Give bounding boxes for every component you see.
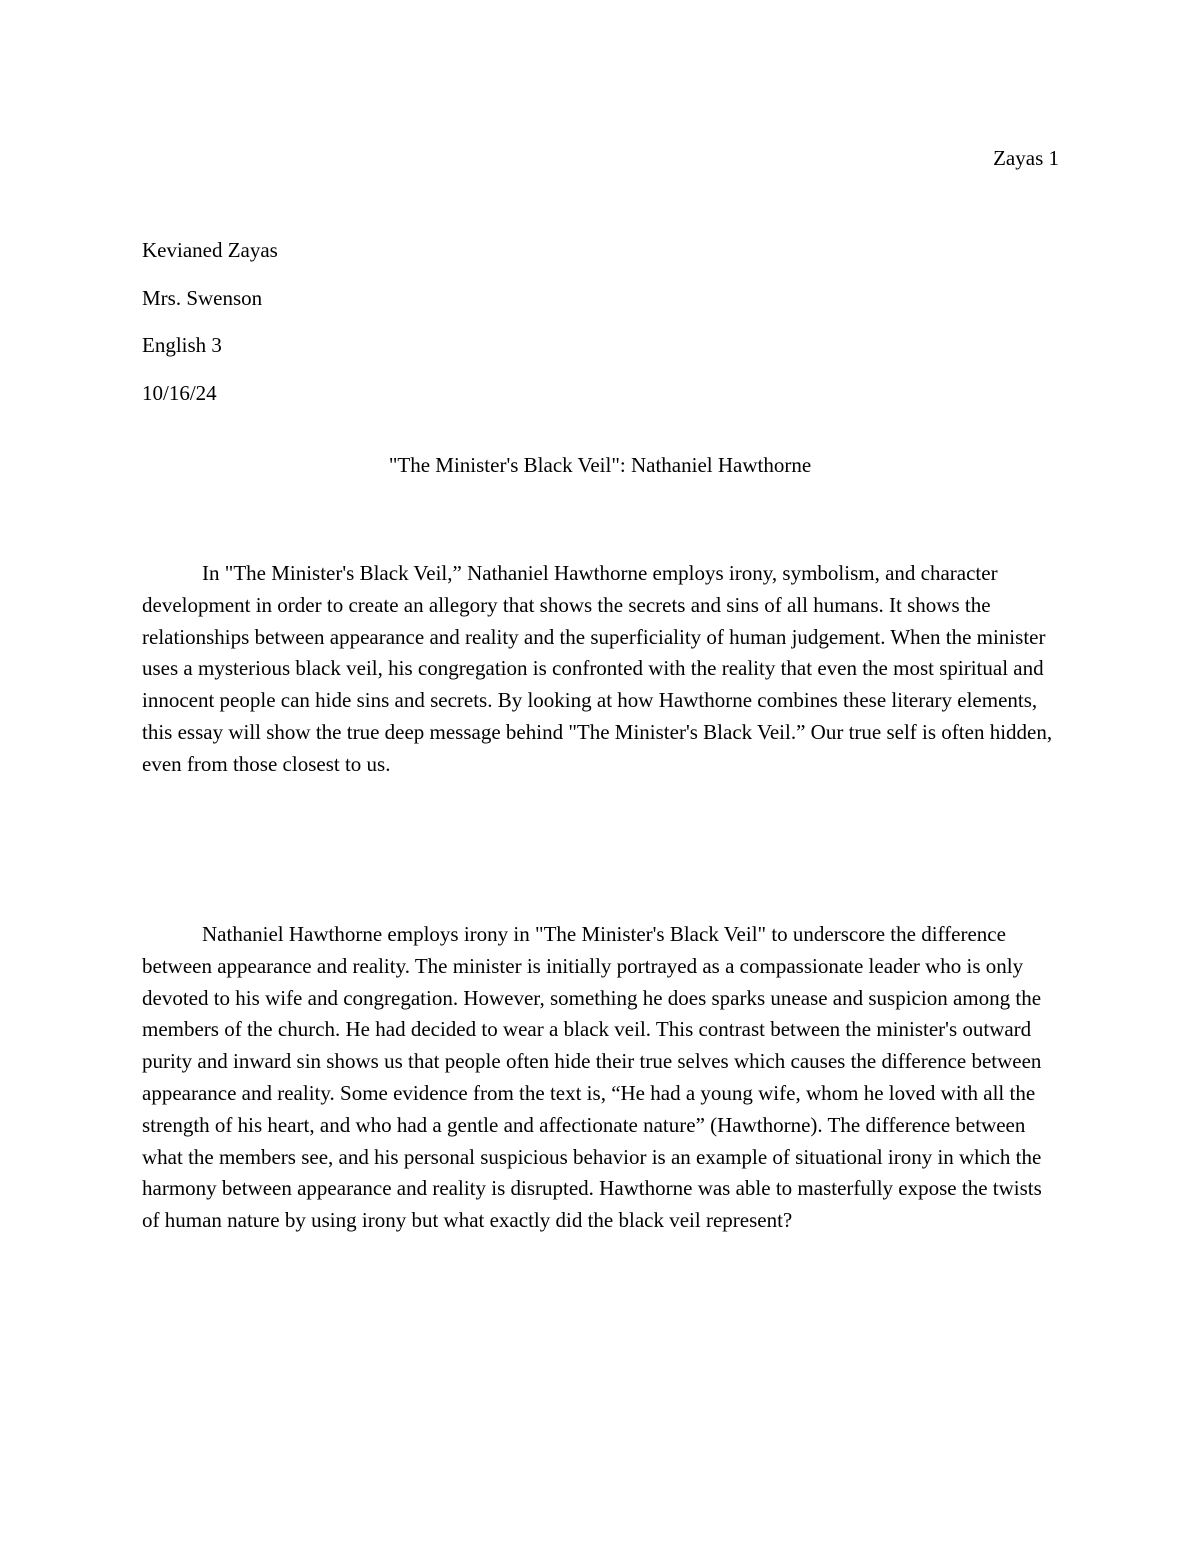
- teacher-name: Mrs. Swenson: [142, 285, 263, 310]
- course-name: English 3: [142, 333, 222, 357]
- essay-title: "The Minister's Black Veil": Nathaniel Hawthorne: [388, 453, 812, 477]
- paragraph-irony: Nathaniel Hawthorne employs irony in "The Minister's Black Veil" to underscore the difference between appearance and reality. The minister is initially portrayed as a compassionate leader who is only devoted to his wife and congregation. However, something he does sparks unease and suspicion among the members of the church. He had decided to wear a black veil. This contrast between the minister's outward purity and inward sin shows us that people often hide their true selves which causes the difference between appearance and reality. Some evidence from the text is, “He had a young wife, whom he loved with all the strength of his heart, and who had a gentle and affectionate nature” (Hawthorne). The difference between what the members see, and his personal suspicious behavior is an example of situational irony in which the harmony between appearance and reality is disrupted. Hawthorne was able to masterfully expose the twists of human nature by using irony but what exactly did the black veil represent?: [142, 922, 1042, 1233]
- date: 10/16/24: [142, 380, 217, 405]
- student-name: Kevianed Zayas: [142, 238, 278, 262]
- mla-heading: [142, 235, 278, 425]
- page-header: Zayas 1: [993, 146, 1059, 170]
- paragraph-intro: In "The Minister's Black Veil,” Nathaniel Hawthorne employs irony, symbolism, and character development in order to create an allegory that shows the secrets and sins of all humans. It shows the relationships between appearance and reality and the superficiality of human judgement. When the minister uses a mysterious black veil, his congregation is confronted with the reality that even the most spiritual and innocent people can hide sins and secrets. By looking at how Hawthorne combines these literary elements, this essay will show the true deep message behind "The Minister's Black Veil.” Our true self is often hidden, even from those closest to us.: [142, 561, 1053, 776]
